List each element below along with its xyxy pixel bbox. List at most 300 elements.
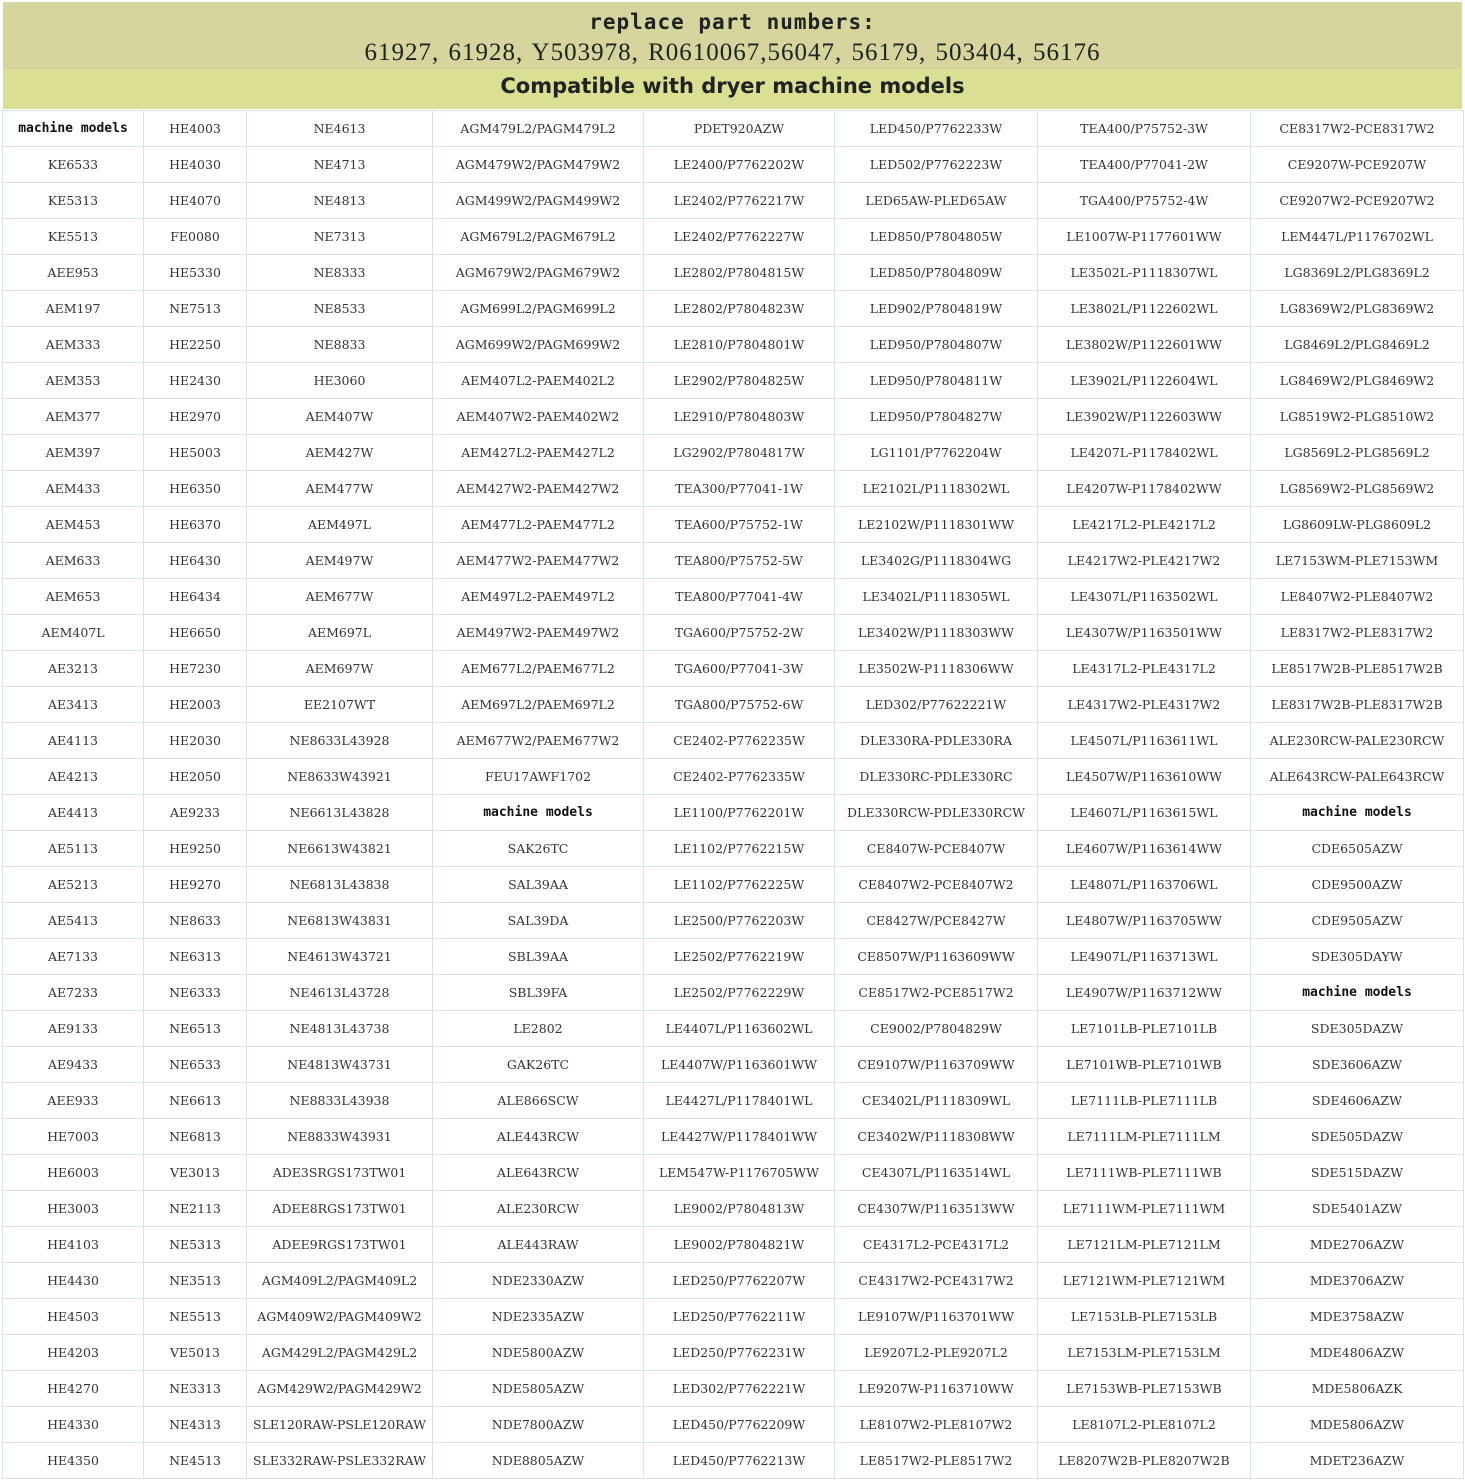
table-cell: CE3402L/P1118309WL [835, 1083, 1038, 1119]
table-cell: AGM429L2/PAGM429L2 [247, 1335, 433, 1371]
table-cell: HE6434 [144, 579, 247, 615]
table-cell: AEM497L2-PAEM497L2 [433, 579, 644, 615]
table-cell: NE6513 [144, 1011, 247, 1047]
table-cell: LG8369L2/PLG8369L2 [1251, 255, 1464, 291]
table-cell: LED65AW-PLED65AW [835, 183, 1038, 219]
table-cell: HE4503 [3, 1299, 144, 1335]
table-cell: machine models [1251, 975, 1464, 1011]
table-cell: HE7003 [3, 1119, 144, 1155]
table-cell: HE2003 [144, 687, 247, 723]
table-row [3, 1083, 1464, 1119]
table-cell: LE8107W2-PLE8107W2 [835, 1407, 1038, 1443]
table-cell: MDE3706AZW [1251, 1263, 1464, 1299]
table-cell: NE4813L43738 [247, 1011, 433, 1047]
table-cell: CE9107W/P1163709WW [835, 1047, 1038, 1083]
table-cell: AE7233 [3, 975, 144, 1011]
table-cell: TGA800/P75752-6W [644, 687, 835, 723]
table-cell: LE9107W/P1163701WW [835, 1299, 1038, 1335]
table-row [3, 1191, 1464, 1227]
table-cell: LEM547W-P1176705WW [644, 1155, 835, 1191]
table-cell: NE5513 [144, 1299, 247, 1335]
table-cell: ALE443RAW [433, 1227, 644, 1263]
table-row [3, 291, 1464, 327]
table-cell: NE4613W43721 [247, 939, 433, 975]
table-cell: CDE6505AZW [1251, 831, 1464, 867]
table-cell: AGM499W2/PAGM499W2 [433, 183, 644, 219]
table-cell: LED450/P7762213W [644, 1443, 835, 1479]
table-cell: NE6533 [144, 1047, 247, 1083]
table-cell: AEM333 [3, 327, 144, 363]
table-row [3, 1227, 1464, 1263]
table-cell: HE4270 [3, 1371, 144, 1407]
table-cell: TGA400/P75752-4W [1038, 183, 1251, 219]
table-cell: AE5113 [3, 831, 144, 867]
table-cell: LE4807L/P1163706WL [1038, 867, 1251, 903]
table-cell: LE4217L2-PLE4217L2 [1038, 507, 1251, 543]
table-cell: NE4613L43728 [247, 975, 433, 1011]
table-cell: NE8633 [144, 903, 247, 939]
table-cell: LE2802/P7804815W [644, 255, 835, 291]
table-cell: AEM633 [3, 543, 144, 579]
table-cell: ADEE9RGS173TW01 [247, 1227, 433, 1263]
table-cell: AGM479L2/PAGM479L2 [433, 111, 644, 147]
table-cell: AEM497W [247, 543, 433, 579]
table-cell: LE8517W2B-PLE8517W2B [1251, 651, 1464, 687]
table-row [3, 867, 1464, 903]
table-cell: machine models [1251, 795, 1464, 831]
table-row [3, 1119, 1464, 1155]
table-cell: AEM453 [3, 507, 144, 543]
table-row [3, 111, 1464, 147]
table-row [3, 903, 1464, 939]
table-cell: FEU17AWF1702 [433, 759, 644, 795]
table-cell: ALE866SCW [433, 1083, 644, 1119]
table-cell: LE4307W/P1163501WW [1038, 615, 1251, 651]
header-banner [3, 2, 1462, 109]
table-row [3, 975, 1464, 1011]
table-cell: LE2810/P7804801W [644, 327, 835, 363]
table-cell: LE4507W/P1163610WW [1038, 759, 1251, 795]
table-cell: LE8207W2B-PLE8207W2B [1038, 1443, 1251, 1479]
table-cell: LG8519W2-PLG8510W2 [1251, 399, 1464, 435]
table-cell: TGA600/P77041-3W [644, 651, 835, 687]
table-cell: NE8333 [247, 255, 433, 291]
table-cell: LE8407W2-PLE8407W2 [1251, 579, 1464, 615]
table-cell: LE4317W2-PLE4317W2 [1038, 687, 1251, 723]
table-cell: LE4907W/P1163712WW [1038, 975, 1251, 1011]
table-cell: TEA600/P75752-1W [644, 507, 835, 543]
table-cell: AEM407L2-PAEM402L2 [433, 363, 644, 399]
table-cell: AE5213 [3, 867, 144, 903]
table-cell: LE4207L-P1178402WL [1038, 435, 1251, 471]
table-cell: LED502/P7762223W [835, 147, 1038, 183]
table-cell: HE2430 [144, 363, 247, 399]
table-cell: AEM497L [247, 507, 433, 543]
table-cell: NDE2330AZW [433, 1263, 644, 1299]
table-cell: AEM407W [247, 399, 433, 435]
table-cell: NE4713 [247, 147, 433, 183]
table-cell: CE3402W/P1118308WW [835, 1119, 1038, 1155]
table-cell: LE8517W2-PLE8517W2 [835, 1443, 1038, 1479]
table-cell: CDE9500AZW [1251, 867, 1464, 903]
table-cell: LED450/P7762233W [835, 111, 1038, 147]
table-cell: CE8317W2-PCE8317W2 [1251, 111, 1464, 147]
table-cell: DLE330RC-PDLE330RC [835, 759, 1038, 795]
table-cell: LE4207W-P1178402WW [1038, 471, 1251, 507]
table-cell: AEM433 [3, 471, 144, 507]
table-row [3, 1263, 1464, 1299]
table-cell: NE6813 [144, 1119, 247, 1155]
table-cell: MDE3758AZW [1251, 1299, 1464, 1335]
table-cell: LE2402/P7762217W [644, 183, 835, 219]
table-cell: CE9002/P7804829W [835, 1011, 1038, 1047]
table-cell: HE4103 [3, 1227, 144, 1263]
table-cell: CE2402-P7762235W [644, 723, 835, 759]
table-row [3, 1335, 1464, 1371]
table-cell: LE7153LM-PLE7153LM [1038, 1335, 1251, 1371]
table-cell: SDE305DAYW [1251, 939, 1464, 975]
table-cell: NE6313 [144, 939, 247, 975]
table-cell: NE8533 [247, 291, 433, 327]
table-cell: LED950/P7804827W [835, 399, 1038, 435]
table-cell: HE4070 [144, 183, 247, 219]
table-cell: SLE332RAW-PSLE332RAW [247, 1443, 433, 1479]
table-cell: SLE120RAW-PSLE120RAW [247, 1407, 433, 1443]
table-cell: AEE953 [3, 255, 144, 291]
table-cell: AEM697L [247, 615, 433, 651]
table-cell: NE8833 [247, 327, 433, 363]
table-cell: LE4217W2-PLE4217W2 [1038, 543, 1251, 579]
table-row [3, 579, 1464, 615]
table-cell: CDE9505AZW [1251, 903, 1464, 939]
table-cell: VE3013 [144, 1155, 247, 1191]
table-row [3, 615, 1464, 651]
table-cell: CE4307L/P1163514WL [835, 1155, 1038, 1191]
table-row [3, 543, 1464, 579]
table-cell: LED250/P7762231W [644, 1335, 835, 1371]
table-cell: LE4607L/P1163615WL [1038, 795, 1251, 831]
table-cell: LE3802W/P1122601WW [1038, 327, 1251, 363]
table-cell: NE4313 [144, 1407, 247, 1443]
table-cell: AEM427W2-PAEM427W2 [433, 471, 644, 507]
table-cell: LE2102W/P1118301WW [835, 507, 1038, 543]
table-cell: CE8427W/PCE8427W [835, 903, 1038, 939]
table-cell: LG8569W2-PLG8569W2 [1251, 471, 1464, 507]
table-row [3, 651, 1464, 687]
table-cell: KE5313 [3, 183, 144, 219]
table-cell: EE2107WT [247, 687, 433, 723]
table-cell: LG8469L2/PLG8469L2 [1251, 327, 1464, 363]
table-cell: SDE4606AZW [1251, 1083, 1464, 1119]
table-cell: GAK26TC [433, 1047, 644, 1083]
table-cell: LE4317L2-PLE4317L2 [1038, 651, 1251, 687]
table-cell: AEM427L2-PAEM427L2 [433, 435, 644, 471]
table-cell: HE6430 [144, 543, 247, 579]
table-cell: LE4407W/P1163601WW [644, 1047, 835, 1083]
table-cell: AEM653 [3, 579, 144, 615]
table-row [3, 147, 1464, 183]
table-cell: CE8517W2-PCE8517W2 [835, 975, 1038, 1011]
table-row [3, 1011, 1464, 1047]
table-cell: MDET236AZW [1251, 1443, 1464, 1479]
table-cell: LG8369W2/PLG8369W2 [1251, 291, 1464, 327]
table-cell: LE2402/P7762227W [644, 219, 835, 255]
table-cell: MDE5806AZW [1251, 1407, 1464, 1443]
table-cell: LE3802L/P1122602WL [1038, 291, 1251, 327]
table-row [3, 255, 1464, 291]
table-cell: FE0080 [144, 219, 247, 255]
table-cell: AGM699W2/PAGM699W2 [433, 327, 644, 363]
table-row [3, 435, 1464, 471]
table-cell: HE4203 [3, 1335, 144, 1371]
table-cell: AGM409L2/PAGM409L2 [247, 1263, 433, 1299]
table-cell: AEM377 [3, 399, 144, 435]
table-cell: SDE505DAZW [1251, 1119, 1464, 1155]
table-row [3, 795, 1464, 831]
table-row [3, 1047, 1464, 1083]
table-cell: SAL39AA [433, 867, 644, 903]
table-cell: SAK26TC [433, 831, 644, 867]
table-cell: SBL39FA [433, 975, 644, 1011]
table-cell: LE3502L-P1118307WL [1038, 255, 1251, 291]
table-cell: CE8407W2-PCE8407W2 [835, 867, 1038, 903]
table-cell: LED950/P7804811W [835, 363, 1038, 399]
table-cell: HE6370 [144, 507, 247, 543]
table-cell: CE4317W2-PCE4317W2 [835, 1263, 1038, 1299]
table-cell: AEE933 [3, 1083, 144, 1119]
table-cell: AEM427W [247, 435, 433, 471]
table-cell: TGA600/P75752-2W [644, 615, 835, 651]
table-cell: LE3502W-P1118306WW [835, 651, 1038, 687]
table-cell: AEM497W2-PAEM497W2 [433, 615, 644, 651]
table-cell: LE2802 [433, 1011, 644, 1047]
table-cell: LED302/P77622221W [835, 687, 1038, 723]
table-cell: LE7121LM-PLE7121LM [1038, 1227, 1251, 1263]
table-cell: LE1007W-P1177601WW [1038, 219, 1251, 255]
table-cell: LE4607W/P1163614WW [1038, 831, 1251, 867]
table-row [3, 1371, 1464, 1407]
table-cell: AEM353 [3, 363, 144, 399]
table-row [3, 939, 1464, 975]
table-row [3, 219, 1464, 255]
table-cell: HE4430 [3, 1263, 144, 1299]
table-cell: LG1101/P7762204W [835, 435, 1038, 471]
table-cell: NE8833W43931 [247, 1119, 433, 1155]
table-cell: NE7513 [144, 291, 247, 327]
table-cell: LE3402W/P1118303WW [835, 615, 1038, 651]
table-cell: LE3902L/P1122604WL [1038, 363, 1251, 399]
table-cell: AE9133 [3, 1011, 144, 1047]
table-cell: ALE643RCW [433, 1155, 644, 1191]
table-row [3, 327, 1464, 363]
table-cell: CE8507W/P1163609WW [835, 939, 1038, 975]
table-cell: HE5003 [144, 435, 247, 471]
table-cell: DLE330RCW-PDLE330RCW [835, 795, 1038, 831]
table-cell: LED302/P7762221W [644, 1371, 835, 1407]
table-cell: AGM679W2/PAGM679W2 [433, 255, 644, 291]
table-row [3, 831, 1464, 867]
table-cell: HE9270 [144, 867, 247, 903]
models-table [2, 110, 1464, 1479]
table-cell: AEM697L2/PAEM697L2 [433, 687, 644, 723]
table-cell: AEM407W2-PAEM402W2 [433, 399, 644, 435]
table-cell: NE2113 [144, 1191, 247, 1227]
table-cell: LE4427L/P1178401WL [644, 1083, 835, 1119]
table-cell: LE2902/P7804825W [644, 363, 835, 399]
table-cell: LE7111WB-PLE7111WB [1038, 1155, 1251, 1191]
table-row [3, 759, 1464, 795]
table-row [3, 1407, 1464, 1443]
table-cell: HE5330 [144, 255, 247, 291]
table-cell: AE3213 [3, 651, 144, 687]
table-cell: HE2050 [144, 759, 247, 795]
table-cell: LE8107L2-PLE8107L2 [1038, 1407, 1251, 1443]
table-cell: LE2500/P7762203W [644, 903, 835, 939]
table-row [3, 687, 1464, 723]
table-cell: LE7153LB-PLE7153LB [1038, 1299, 1251, 1335]
table-cell: NE6813L43838 [247, 867, 433, 903]
table-cell: SAL39DA [433, 903, 644, 939]
table-row [3, 183, 1464, 219]
table-cell: HE6350 [144, 471, 247, 507]
table-cell: KE6533 [3, 147, 144, 183]
table-cell: CE9207W-PCE9207W [1251, 147, 1464, 183]
table-row [3, 363, 1464, 399]
table-cell: ALE230RCW-PALE230RCW [1251, 723, 1464, 759]
table-cell: LE4507L/P1163611WL [1038, 723, 1251, 759]
table-cell: NE4613 [247, 111, 433, 147]
table-cell: NE6333 [144, 975, 247, 1011]
table-cell: HE4030 [144, 147, 247, 183]
table-cell: AE7133 [3, 939, 144, 975]
table-cell: AE3413 [3, 687, 144, 723]
table-cell: LE2502/P7762219W [644, 939, 835, 975]
table-cell: NE4813W43731 [247, 1047, 433, 1083]
table-cell: NE5313 [144, 1227, 247, 1263]
table-cell: AGM679L2/PAGM679L2 [433, 219, 644, 255]
table-cell: AEM197 [3, 291, 144, 327]
table-cell: TEA400/P77041-2W [1038, 147, 1251, 183]
table-cell: LE4907L/P1163713WL [1038, 939, 1251, 975]
table-cell: LG2902/P7804817W [644, 435, 835, 471]
table-cell: NE7313 [247, 219, 433, 255]
table-cell: AE4113 [3, 723, 144, 759]
table-cell: SDE3606AZW [1251, 1047, 1464, 1083]
table-cell: LE4427W/P1178401WW [644, 1119, 835, 1155]
table-cell: ALE643RCW-PALE643RCW [1251, 759, 1464, 795]
replace-title: replace part numbers: [589, 10, 876, 34]
table-cell: KE5513 [3, 219, 144, 255]
table-row [3, 1155, 1464, 1191]
table-cell: SDE515DAZW [1251, 1155, 1464, 1191]
table-cell: ADE3SRGS173TW01 [247, 1155, 433, 1191]
table-cell: AEM697W [247, 651, 433, 687]
table-cell: NE3513 [144, 1263, 247, 1299]
table-cell: CE2402-P7762335W [644, 759, 835, 795]
table-cell: LE8317W2B-PLE8317W2B [1251, 687, 1464, 723]
table-cell: HE7230 [144, 651, 247, 687]
table-cell: NE6813W43831 [247, 903, 433, 939]
table-cell: MDE4806AZW [1251, 1335, 1464, 1371]
table-cell: AEM677W2/PAEM677W2 [433, 723, 644, 759]
table-cell: LEM447L/P1176702WL [1251, 219, 1464, 255]
table-cell: LED450/P7762209W [644, 1407, 835, 1443]
table-cell: AEM477L2-PAEM477L2 [433, 507, 644, 543]
table-cell: CE9207W2-PCE9207W2 [1251, 183, 1464, 219]
table-cell: NDE8805AZW [433, 1443, 644, 1479]
table-cell: LE1102/P7762225W [644, 867, 835, 903]
table-cell: LE7153WM-PLE7153WM [1251, 543, 1464, 579]
table-cell: NE6613W43821 [247, 831, 433, 867]
table-cell: LE9207W-P1163710WW [835, 1371, 1038, 1407]
table-cell: HE2970 [144, 399, 247, 435]
table-cell: LE3402G/P1118304WG [835, 543, 1038, 579]
table-cell: LE8317W2-PLE8317W2 [1251, 615, 1464, 651]
table-cell: LE4307L/P1163502WL [1038, 579, 1251, 615]
table-cell: PDET920AZW [644, 111, 835, 147]
table-cell: LE1102/P7762215W [644, 831, 835, 867]
table-cell: machine models [433, 795, 644, 831]
table-row [3, 471, 1464, 507]
table-cell: NE6613L43828 [247, 795, 433, 831]
table-cell: LED250/P7762207W [644, 1263, 835, 1299]
table-cell: TEA400/P75752-3W [1038, 111, 1251, 147]
table-row [3, 723, 1464, 759]
table-cell: AEM477W2-PAEM477W2 [433, 543, 644, 579]
table-cell: LE2400/P7762202W [644, 147, 835, 183]
table-cell: MDE2706AZW [1251, 1227, 1464, 1263]
table-cell: LG8469W2/PLG8469W2 [1251, 363, 1464, 399]
table-cell: LE7153WB-PLE7153WB [1038, 1371, 1251, 1407]
table-cell: CE8407W-PCE8407W [835, 831, 1038, 867]
table-cell: ALE230RCW [433, 1191, 644, 1227]
table-cell: NDE7800AZW [433, 1407, 644, 1443]
table-cell: LE7111LB-PLE7111LB [1038, 1083, 1251, 1119]
table-cell: NDE2335AZW [433, 1299, 644, 1335]
table-cell: NE6613 [144, 1083, 247, 1119]
table-cell: NE3313 [144, 1371, 247, 1407]
table-cell: LED902/P7804819W [835, 291, 1038, 327]
table-cell: LE4807W/P1163705WW [1038, 903, 1251, 939]
table-cell: MDE5806AZK [1251, 1371, 1464, 1407]
table-cell: LE2102L/P1118302WL [835, 471, 1038, 507]
table-cell: LE2802/P7804823W [644, 291, 835, 327]
table-cell: SDE5401AZW [1251, 1191, 1464, 1227]
table-cell: AEM397 [3, 435, 144, 471]
table-cell: LG8609LW-PLG8609L2 [1251, 507, 1464, 543]
table-cell: AEM677W [247, 579, 433, 615]
table-cell: ALE443RCW [433, 1119, 644, 1155]
table-row [3, 399, 1464, 435]
table-cell: LE9207L2-PLE9207L2 [835, 1335, 1038, 1371]
table-cell: LE9002/P7804813W [644, 1191, 835, 1227]
table-cell: TEA800/P75752-5W [644, 543, 835, 579]
table-cell: AGM479W2/PAGM479W2 [433, 147, 644, 183]
table-cell: NE8633W43921 [247, 759, 433, 795]
table-cell: CE4307W/P1163513WW [835, 1191, 1038, 1227]
table-cell: HE9250 [144, 831, 247, 867]
table-cell: LED250/P7762211W [644, 1299, 835, 1335]
table-row [3, 507, 1464, 543]
table-cell: TEA300/P77041-1W [644, 471, 835, 507]
table-cell: LE4407L/P1163602WL [644, 1011, 835, 1047]
table-cell: HE3003 [3, 1191, 144, 1227]
table-cell: LE7111WM-PLE7111WM [1038, 1191, 1251, 1227]
table-cell: NE4813 [247, 183, 433, 219]
table-cell: LED850/P7804809W [835, 255, 1038, 291]
table-cell: LE7121WM-PLE7121WM [1038, 1263, 1251, 1299]
table-cell: HE2250 [144, 327, 247, 363]
